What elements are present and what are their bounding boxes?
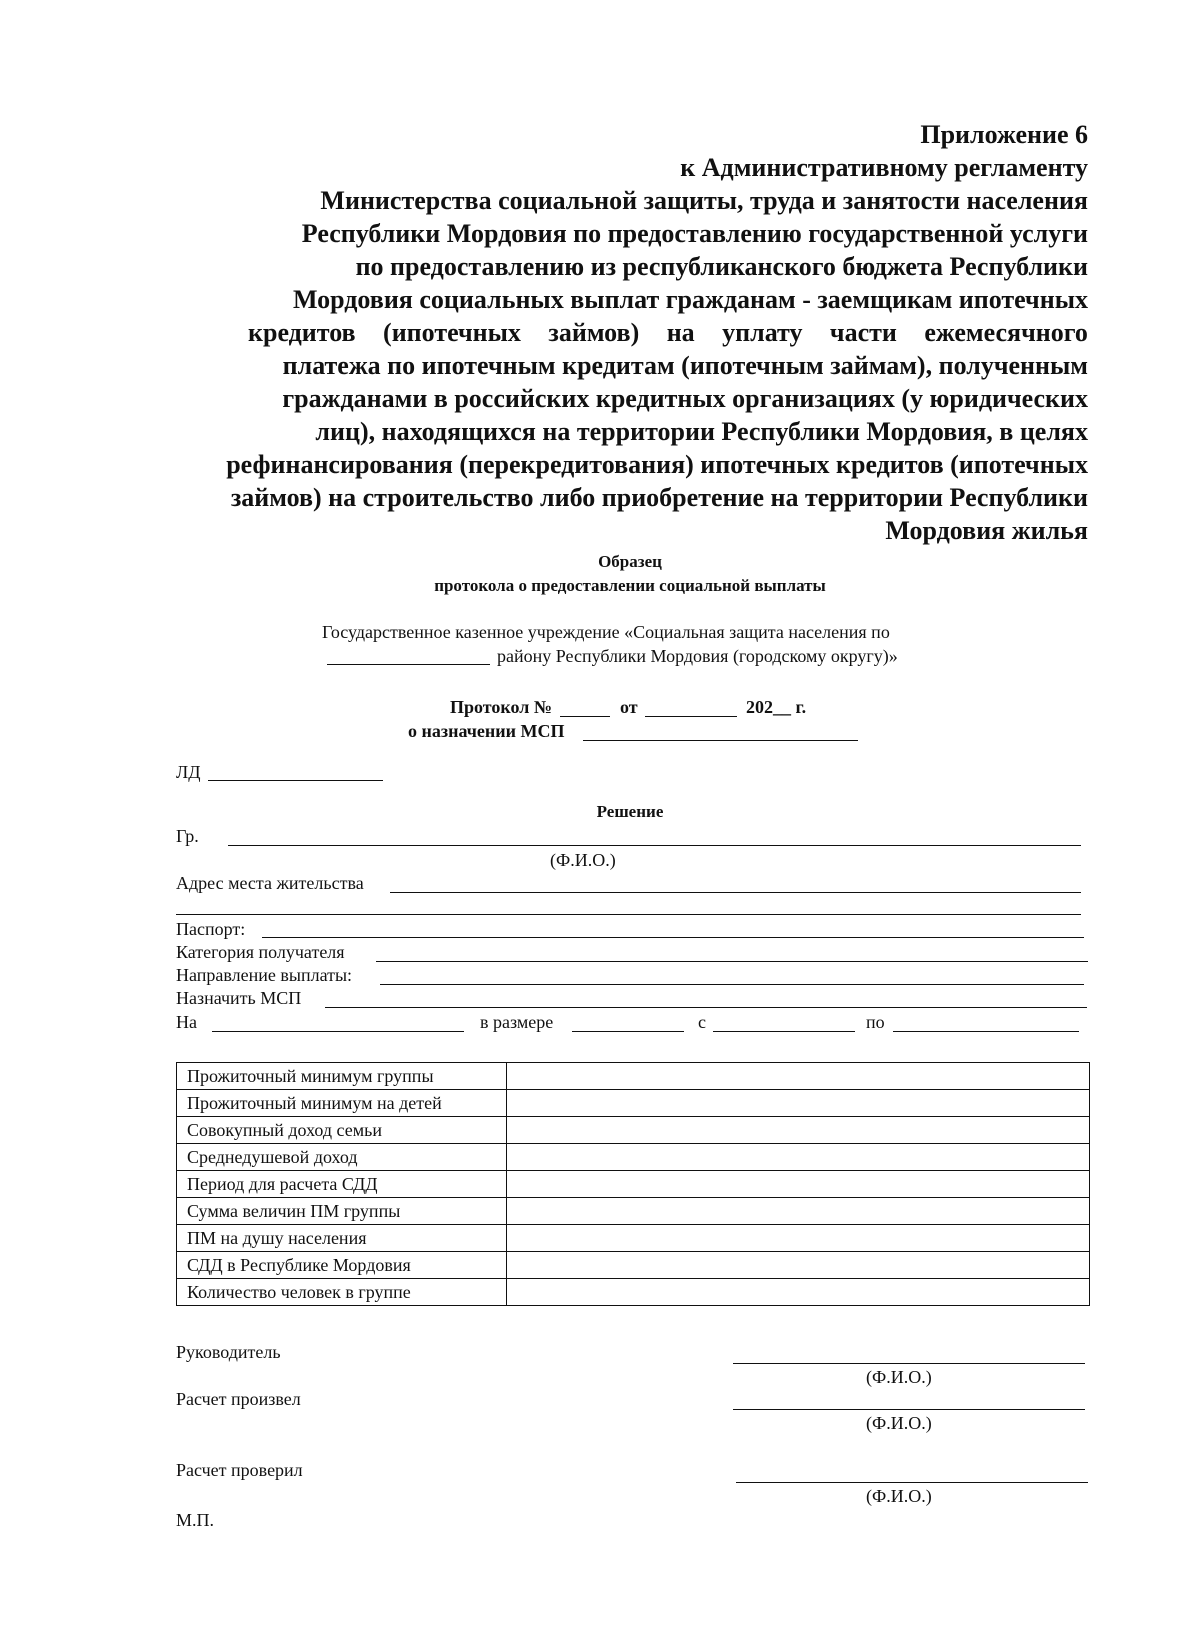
date-to-field[interactable] xyxy=(893,1031,1079,1032)
row-value-cell[interactable] xyxy=(507,1144,1090,1171)
row-label: Прожиточный минимум группы xyxy=(177,1063,507,1090)
header-line: рефинансирования (перекредитования) ипотечных кредитов (ипотечных xyxy=(226,450,1088,479)
header-line xyxy=(248,316,1088,349)
row-value-cell[interactable] xyxy=(507,1090,1090,1117)
table-row xyxy=(177,1279,1090,1306)
header-word: (ипотечных xyxy=(383,318,521,347)
protocol-number-field[interactable] xyxy=(560,716,610,717)
table-row xyxy=(177,1117,1090,1144)
row-value-cell[interactable] xyxy=(507,1252,1090,1279)
check-signature-field[interactable] xyxy=(736,1482,1088,1483)
table-row xyxy=(177,1198,1090,1225)
fio-hint: (Ф.И.О.) xyxy=(866,1367,932,1387)
date-from-label: с xyxy=(698,1012,706,1032)
row-label: Сумма величин ПМ группы xyxy=(177,1198,507,1225)
protocol-msp-label: о назначении МСП xyxy=(408,721,565,741)
direction-label: Направление выплаты: xyxy=(176,965,353,985)
ld-label: ЛД xyxy=(176,762,201,782)
passport-field[interactable] xyxy=(262,937,1084,938)
header-line: к Административному регламенту xyxy=(680,153,1088,182)
header-line: гражданами в российских кредитных организациях (у юридических xyxy=(282,384,1088,413)
header-line: Мордовия социальных выплат гражданам - заемщикам ипотечных xyxy=(292,285,1088,314)
row-label: Прожиточный минимум на детей xyxy=(177,1090,507,1117)
row-value-cell[interactable] xyxy=(507,1063,1090,1090)
row-label: Среднедушевой доход xyxy=(177,1144,507,1171)
protocol-msp-field[interactable] xyxy=(583,740,858,741)
appendix-header xyxy=(150,118,1088,547)
header-word: ежемесячного xyxy=(924,318,1088,347)
address-field[interactable] xyxy=(390,892,1081,893)
protocol-number-label: Протокол № xyxy=(450,697,552,717)
assign-msp-label: Назначить МСП xyxy=(176,988,302,1008)
protocol-from-label: от xyxy=(620,697,638,717)
table-row xyxy=(177,1171,1090,1198)
calc-signature-field[interactable] xyxy=(733,1409,1085,1410)
row-label: Период для расчета СДД xyxy=(177,1171,507,1198)
direction-field[interactable] xyxy=(380,984,1084,985)
amount-field[interactable] xyxy=(572,1031,684,1032)
header-line: Мордовия жилья xyxy=(885,516,1088,545)
header-word: уплату xyxy=(722,318,803,347)
amount-label: в размере xyxy=(480,1012,554,1032)
row-value-cell[interactable] xyxy=(507,1198,1090,1225)
decision-title: Решение xyxy=(596,802,664,821)
header-line: займов) на строительство либо приобретение на территории Республики xyxy=(230,483,1088,512)
date-to-label: по xyxy=(866,1012,885,1032)
parameters-table xyxy=(176,1062,1090,1306)
row-label: Совокупный доход семьи xyxy=(177,1117,507,1144)
header-word: займов) xyxy=(548,318,640,347)
header-word: кредитов xyxy=(248,318,356,347)
header-line: Министерства социальной защиты, труда и занятости населения xyxy=(320,186,1088,215)
head-signature-field[interactable] xyxy=(733,1363,1085,1364)
district-field[interactable] xyxy=(327,664,490,665)
header-line: Приложение 6 xyxy=(920,120,1088,149)
stamp-label: М.П. xyxy=(176,1510,215,1530)
row-value-cell[interactable] xyxy=(507,1225,1090,1252)
table-row xyxy=(177,1225,1090,1252)
fio-hint: (Ф.И.О.) xyxy=(866,1486,932,1506)
table-row xyxy=(177,1252,1090,1279)
table-row xyxy=(177,1144,1090,1171)
category-field[interactable] xyxy=(376,961,1088,962)
table-row xyxy=(177,1090,1090,1117)
row-label: ПМ на душу населения xyxy=(177,1225,507,1252)
period-on-label: На xyxy=(176,1012,197,1032)
header-line: платежа по ипотечным кредитам (ипотечным займам), полученным xyxy=(282,351,1088,380)
passport-label: Паспорт: xyxy=(176,919,246,939)
header-line: лиц), находящихся на территории Республики Мордовия, в целях xyxy=(315,417,1088,446)
date-from-field[interactable] xyxy=(713,1031,855,1032)
row-value-cell[interactable] xyxy=(507,1117,1090,1144)
citizen-label: Гр. xyxy=(176,826,199,846)
row-value-cell[interactable] xyxy=(507,1279,1090,1306)
protocol-year-label: 202__ г. xyxy=(746,697,807,717)
address-field-line-2[interactable] xyxy=(176,914,1081,915)
row-label: Количество человек в группе xyxy=(177,1279,507,1306)
header-word: части xyxy=(829,318,897,347)
row-label: СДД в Республике Мордовия xyxy=(177,1252,507,1279)
address-label: Адрес места жительства xyxy=(176,873,364,893)
protocol-date-field[interactable] xyxy=(645,716,737,717)
institution-line-2: району Республики Мордовия (городскому округу)» xyxy=(497,646,898,666)
header-word: на xyxy=(666,318,695,347)
institution-line-1: Государственное казенное учреждение «Социальная защита населения по xyxy=(322,622,890,642)
calc-label: Расчет произвел xyxy=(176,1389,301,1409)
check-label: Расчет проверил xyxy=(176,1460,303,1480)
period-on-field[interactable] xyxy=(212,1031,464,1032)
head-label: Руководитель xyxy=(176,1342,281,1362)
header-line: по предоставлению из республиканского бюджета Республики xyxy=(355,252,1088,281)
ld-field[interactable] xyxy=(208,780,383,781)
citizen-fio-field[interactable] xyxy=(228,845,1081,846)
header-line: Республики Мордовия по предоставлению государственной услуги xyxy=(301,219,1088,248)
table-row xyxy=(177,1063,1090,1090)
assign-msp-field[interactable] xyxy=(325,1007,1087,1008)
fio-hint: (Ф.И.О.) xyxy=(550,850,616,870)
fio-hint: (Ф.И.О.) xyxy=(866,1413,932,1433)
category-label: Категория получателя xyxy=(176,942,345,962)
sample-title: Образец xyxy=(598,552,662,571)
row-value-cell[interactable] xyxy=(507,1171,1090,1198)
sample-subtitle: протокола о предоставлении социальной выплаты xyxy=(434,576,826,595)
